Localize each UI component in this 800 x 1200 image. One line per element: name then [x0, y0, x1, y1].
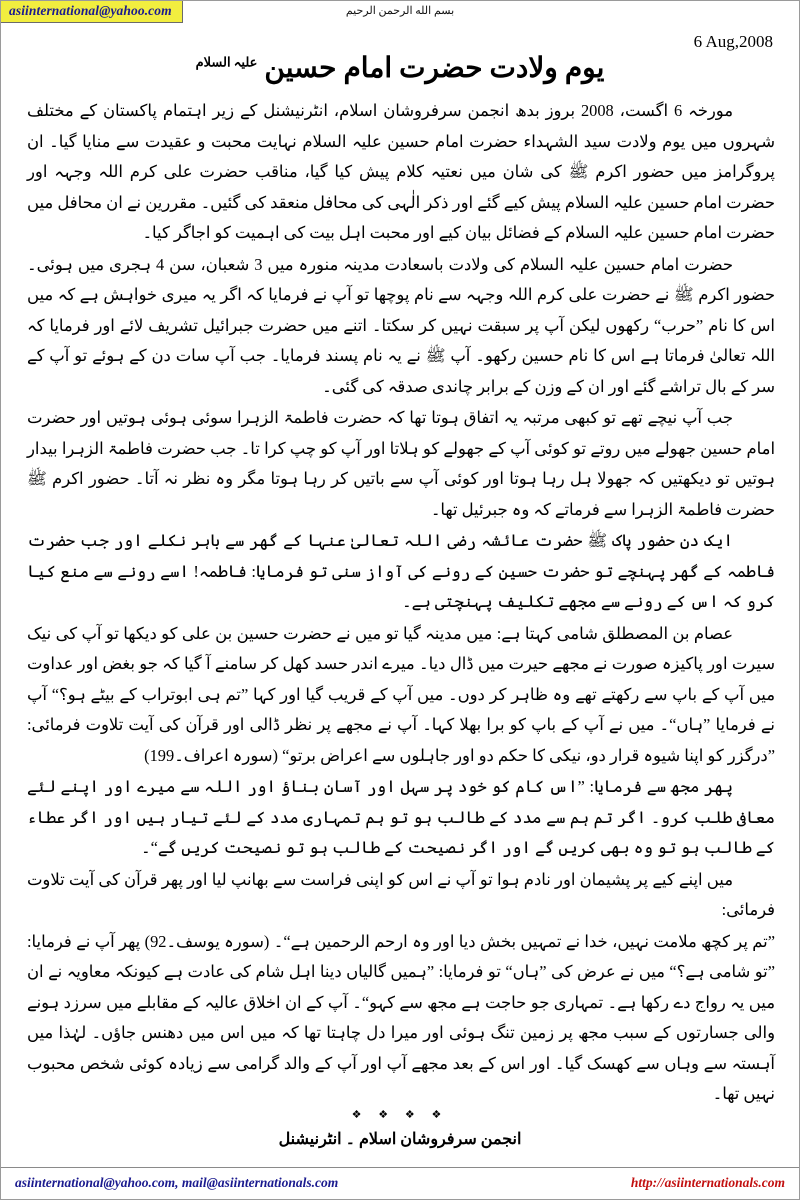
- bismillah-line: بسم الله الرحمن الرحيم: [345, 5, 455, 17]
- organization-name: انجمن سرفروشان اسلام ۔ انٹرنیشنل: [278, 1131, 522, 1148]
- page-title: [1, 51, 799, 85]
- paragraph: عصام بن المصطلق شامی کہتا ہے: میں مدینہ گیا تو میں نے حضرت حسین بن علی کو دیکھا تو آپ کی نیک سیرت اور پاکیزہ صورت نے مجھے حیرت میں ڈال دیا۔ میرے اندر حسد کھل کر سامنے آ گیا کہ جو بغض اور عداوت میں آپ کے باپ سے رکھتے تھے وہ ظاہر کر دوں۔ میں آپ کے قریب گیا اور کہا ”تم ہی ابوتراب کے بیٹے ہو؟“ آپ نے فرمایا ”ہاں“۔ میں نے آپ کے باپ کو برا بھلا کہا۔ آپ نے مجھے پر نظر ڈالی اور قرآن کی آیت تلاوت فرمائی: ”درگزر کو اپنا شیوہ قرار دو، نیکی کا حکم دو اور جاہلوں سے اعراض برتو“ (سورہ اعراف۔199): [27, 623, 775, 765]
- paragraph: مورخہ 6 اگست، 2008 بروز بدھ انجمن سرفروشان اسلام، انٹرنیشنل کے زیر اہتمام پاکستان کے مختلف شہروں میں یوم ولادت سید الشہداء حضرت امام حسین علیہ السلام نہایت محبت و عقیدت سے منایا گیا۔ ان پروگرامز میں حضور اکرم ﷺ کی شان میں نعتیہ کلام پیش کیا گیا، مناقب حضرت علی کرم اللہ وجہہ اور حضرت امام حسین علیہ السلام پیش کیے گئے اور ذکر الٰہی کی محافل منعقد کی گئیں۔ مقررین نے ان محافل میں حضرت امام حسین علیہ السلام کے فضائل بیان کیے اور محبت اہل بیت کی اہمیت کو اجاگر کیا۔: [27, 101, 775, 242]
- footer-email-links[interactable]: [15, 1175, 338, 1191]
- footer-email-1[interactable]: asiinternational@yahoo.com: [15, 1175, 176, 1190]
- paragraph: ”تم پر کچھ ملامت نہیں، خدا نے تمہیں بخش دیا اور وہ ارحم الرحمین ہے“۔ (سورہ یوسف۔92) پھر آپ نے فرمایا: ”تو شامی ہے؟“ میں نے عرض کی ”ہاں“ تو فرمایا: ”ہمیں گالیاں دینا اہل شام کی عادت ہے کیونکہ معاویہ نے ان میں یہ رواج دے رکھا ہے۔ تمہاری جو حاجت ہے مجھ سے کہو“۔ آپ کے ان اخلاق عالیہ کے مقابلے میں سرزد ہونے والی جسارتوں کے سبب مجھ پر زمین تنگ ہوئی اور میرا دل چاہتا تھا کہ میں اس میں دھنس جاؤں۔ لہٰذا میں آہستہ سے وہاں سے کھسک گیا۔ اور اس کے بعد مجھے آپ اور آپ کے والد گرامی سے زیادہ کوئی شخص محبوب نہیں تھا۔: [27, 931, 776, 1103]
- paragraph: جب آپ نیچے تھے تو کبھی مرتبہ یہ اتفاق ہوتا تھا کہ حضرت فاطمۃ الزہرا سوئی ہوئی ہوتیں اور حضرت امام حسین جھولے میں روتے تو کوئی آپ کے جھولے کو ہلاتا اور آپ کو چپ کرا تا۔ جب حضرت فاطمۃ الزہرا بیدار ہوتیں تو دیکھتیں کہ جھولا ہل رہا ہوتا اور کوئی آپ سے باتیں کر رہا ہوتا مگر وہ نظر نہ آتا۔ حضور اکرم ﷺ حضرت فاطمۃ الزہرا سے فرماتے کہ وہ جبرئیل تھا۔: [27, 408, 775, 519]
- footer-email-2[interactable]: mail@asiinternationals.com: [181, 1175, 339, 1190]
- paragraph: میں اپنے کیے پر پشیمان اور نادم ہوا تو آپ نے اس کو اپنی فراست سے بھانپ لیا اور پھر قرآن کی آیت تلاوت فرمائی:: [27, 869, 775, 919]
- footer-email-separator: ,: [175, 1175, 182, 1190]
- paragraph: حضرت امام حسین علیہ السلام کی ولادت باسعادت مدینہ منورہ میں 3 شعبان، سن 4 ہجری میں ہوئی۔ حضور اکرم ﷺ نے حضرت علی کرم اللہ وجہہ سے نام پوچھا تو آپ نے فرمایا کہ اگر یہ میری خواہش ہے کہ میں اس کا نام ”حرب“ رکھوں لیکن آپ پر سبقت نہیں کر سکتا۔ اتنے میں حضرت جبرائیل تشریف لائے اور فرمایا کہ اللہ تعالیٰ فرماتا ہے اس کا نام حسین رکھو۔ آپ ﷺ نے یہ نام پسند فرمایا۔ جب آپ سات دن کے ہوئے تو آپ کے سر کے بال تراشے گئے اور ان کے وزن کے برابر چاندی صدقہ کی گئی۔: [27, 254, 775, 396]
- paragraph: ایک دن حضور پاک ﷺ حضرت عائشہ رضی اللہ تعالیٰ عنہا کے گھر سے باہر نکلے اور جب حضرت فاطمہ کے گھر پہنچے تو حضرت حسین کے رونے کی آواز سنی تو فرمایا: فاطمہ! اسے رونے سے منع کیا کرو کہ اس کے رونے سے مجھے تکلیف پہنچتی ہے۔: [27, 531, 775, 611]
- article-body: [27, 96, 775, 1111]
- section-divider-dots: ❖ ❖ ❖ ❖: [351, 1109, 449, 1121]
- footer-website-link[interactable]: http://asiinternationals.com: [630, 1175, 785, 1190]
- page-title-honorific: علیہ السلام: [195, 54, 258, 70]
- page-title-main: یوم ولادت حضرت امام حسین: [264, 53, 605, 84]
- header-email-tag: asiinternational@yahoo.com: [1, 1, 183, 23]
- document-date: 6 Aug,2008: [693, 32, 773, 51]
- paragraph: پھر مجھ سے فرمایا: ”اس کام کو خود پر سہل اور آسان بناؤ اور اللہ سے میرے اور اپنے لئے معافی طلب کرو۔ اگر تم ہم سے مدد کے طالب ہو تو ہم تمہاری مدد کے لئے تیار ہیں اور اگر عطاء کے طالب ہو تو وہ بھی کریں گے اور اگر نصیحت کے طالب ہو تو نصیحت کریں گے“۔: [27, 777, 775, 857]
